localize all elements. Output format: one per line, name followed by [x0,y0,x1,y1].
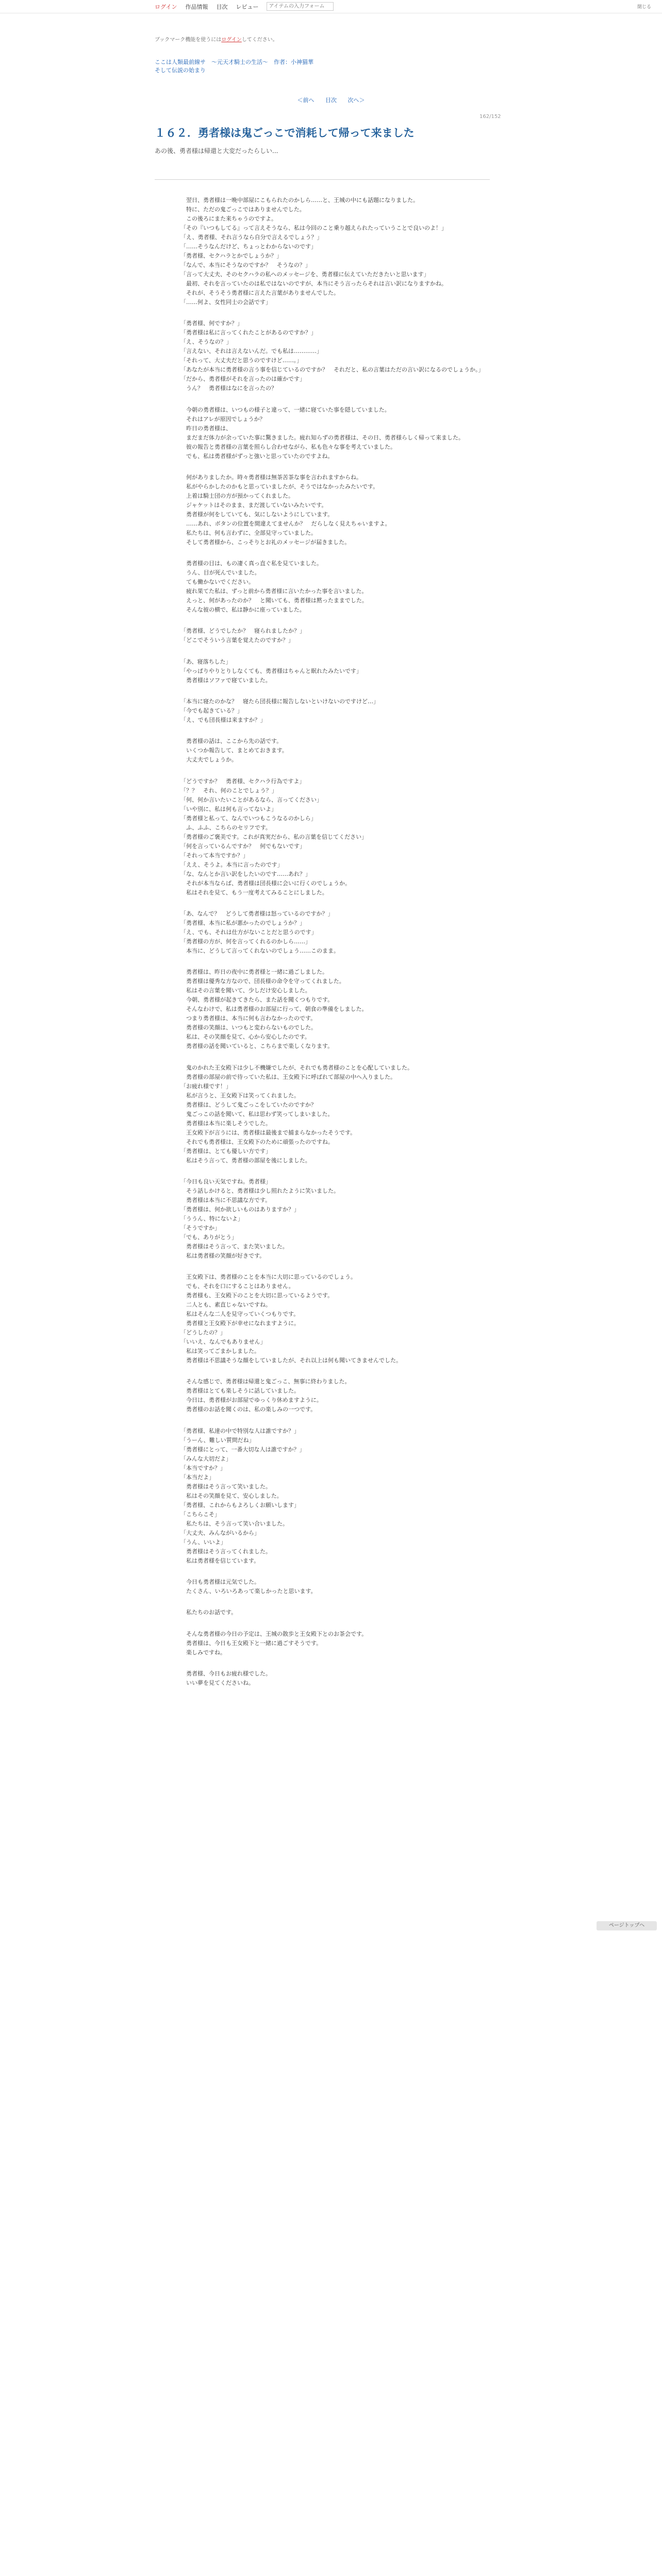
body-paragraph: 「勇者様、どうでしたか？ 寝られましたか？」 「どこでそういう言葉を覚えたのですか？」 [180,628,305,644]
body-paragraph: 勇者様は、昨日の夜中に勇者様と一緒に過ごしました。 勇者様は優秀な方なので、団長様の命令を守ってくれました。 私はその言葉を聞いて、少しだけ安心しました。 今朝、勇者様が起きてきたら、また話を聞くつもりです。 そんなわけで、私は勇者様のお部屋に行って、朝食の準備をしました。 つまり勇者様は、本当に何も言わなかったのです。 勇者様の笑顔は、いつもと変わらないものでした。 私は、その笑顔を見て、心から安心したのです。 勇者様の話を聞いていると、こちらまで楽しくなります。 [186,969,368,1050]
body-paragraph: 何がありましたか。時々勇者様は無茶苦茶な事を言われますからね。 私がやらかしたのかもと思っていましたが、そうではなかったみたいです。 上着は騎士団の方が預かってくれました。 ジャケットはそのまま、まだ渡していないみたいです。 勇者様が何をしていても、気にしないようにしています。 ……あれ、ボタンの位置を間違えてませんか？ だらしなく見えちゃいますよ。 私たちは、何も言わずに、全部見守っていました。 そして勇者様から、こっそりとお礼のメッセージが届きました。 [186,473,391,546]
body-paragraph: 「あ、寝落ちした」 「やっぱりやりとりしなくても、勇者様はちゃんと眠れたみたいです」 勇者様はソファで寝ていました。 [180,658,362,684]
body-paragraph: 勇者様、今日もお疲れ様でした。 いい夢を見てくださいね。 [186,1670,271,1686]
page-top-button[interactable]: ページトップへ [597,1921,657,1930]
body-paragraph: 王女殿下は、勇者様のことを本当に大切に思っているのでしょう。 でも、それを口にすることはありません。 勇者様も、王女殿下のことを大切に思っているようです。 二人とも、素直じゃないですね。 私はそんな二人を見守っていくつもりです。 勇者様と王女殿下が幸せになれますように。 「どうしたの？」 「いいえ、なんでもありません」 私は笑ってごまかしました。 勇者様は不思議そうな顔をしていましたが、それ以上は何も聞いてきませんでした。 [180,1274,402,1364]
chapter-subtitle: あの後、勇者様は帰還と大変だったらしい... [155,147,278,155]
body-paragraph: 「あ、なんで？ どうして勇者様は怒っているのですか？」 「勇者様、本当に私が悪かったのでしょうか？」 「え、でも、それは仕方がないことだと思うのです」 「勇者様の方が、何を言ってくれるのかしら……」 本当に、どうして言ってくれないのでしょう……このまま。 [180,910,339,954]
body-paragraph: 私たちのお話です。 [180,1609,237,1616]
body-paragraph: 勇者様の目は、もの凄く真っ直ぐ私を見ていました。 うん、目が死んでいました。 ても働かないでください。 疲れ果てた私は、ずっと前から勇者様に言いたかった事を言いました。 えっと、何があったのか？ と聞いても、勇者様は黙ったままでした。 そんな彼の横で、私は静かに座っていました。 [186,560,368,614]
next-link[interactable]: 次へ＞ [347,97,365,104]
body-paragraph: そんな勇者様の今日の予定は、王城の散歩と王女殿下とのお茶会です。 勇者様は、今日も王女殿下と一緒に過ごすそうです。 楽しみですね。 [186,1630,368,1656]
notice-suffix: してください。 [241,37,278,43]
body-paragraph: そんな感じで、勇者様は帰還と鬼ごっこ、無事に終わりました。 勇者様はとても楽しそうに話していました。 今日は、勇者様がお部屋でゆっくり休めますように。 勇者様のお話を聞くのは、私の楽しみの一つです。 [186,1378,351,1413]
chapter-title: １６２．勇者様は鬼ごっこで消耗して帰って来ました [155,127,415,139]
search-input[interactable] [267,2,334,11]
page-number: 162/152 [479,114,501,120]
notice-prefix: ブックマーク機能を使うには [155,37,222,43]
close-link[interactable]: 閉じる [637,5,652,10]
body-paragraph: 翌日、勇者様は一晩中部屋にこもられたのかしら……と、王城の中にも話題になりました。 特に、ただの鬼ごっこではありませんでした。 この後ろにまた来ちゃうのですよ。 「その『いつもしてる』って言えそうなら、私は今回のこと乗り越えられたっていうことで良いのよ！」 「え、勇者様、それ言うなら自分で言えるでしょう？」 「……そうなんだけど、ちょっとわからないのです」 「勇者様、セクハラとかでしょうか？」 「なんで、本当にそうなのですか？ そうなの？」 「言って大丈夫、そのセクハラの私へのメッセージを、勇者様に伝えていただきたいと思います」 最初、それを言っていたのは私ではないのですが、本当にそう言ったらそれは言い訳になりますかね。 それが、そうそう勇者様に言えた言葉がありませんでした。 「……何よ、女性同士の会話です」 [180,197,447,306]
top-nav [155,2,334,11]
body-paragraph: 勇者様の話は、ここから先の話です。 いくつか報告して、まとめておきます。 大丈夫でしょうか。 [186,738,288,764]
pager-top [0,96,662,104]
body-paragraph: 「勇者様、何ですか？」 「勇者様は私に言ってくれたことがあるのですか？」 「え、そうなの？」 「言えない、それは言えないんだ。でも私は…………」 「それって、大丈夫だと思うのですけど……。」 「あなたが本当に勇者様の言う事を信じているのですか？ それだと、私の言葉はただの言い訳になるのでしょうか。」 「だから、勇者様がそれを言ったのは確かです」 うん？ 勇者様はなにを言ったの？ [180,320,484,392]
body-paragraph: 「今日も良い天気ですね。勇者様」 そう話しかけると、勇者様は少し照れたように笑いました。 勇者様は本当に不思議な方です。 「勇者様は、何か欲しいものはありますか？」 「ううん、特にないよ」 「そうですか」 「でも、ありがとう」 勇者様はそう言って、また笑いました。 私は勇者様の笑顔が好きです。 [180,1178,339,1259]
body-paragraph: 「本当に寝たのかな？ 寝たら団長様に報告しないといけないのですけど…」 「今でも起きている？」 「え、でも団長様は来ますか？」 [180,698,379,724]
top-bar [0,0,662,13]
body-paragraph: 「どうですか？ 勇者様、セクハラ行為ですよ」 「？？ それ、何のことでしょう？」 「何、何か言いたいことがあるなら、言ってください」 「いや別に、私は何も言ってないよ」 「勇者様と私って、なんでいつもこうなるのかしら」 ふ、ふふ、こちらのセリフです。 「勇者様のご褒美です。これが真実だから、私の言葉を信じてください」 「何を言っているんですか？ 何でもないです」 「それって本当ですか？」 「ええ、そうよ。本当に言ったのです」 「な、なんとか言い訳をしたいのです……あれ？」 それが本当ならば、勇者様は団長様に会いに行くのでしょうか。 私はそれを見て、もう一度考えてみることにしました。 [180,777,368,896]
nav-toc[interactable]: 目次 [216,3,228,10]
work-info [155,58,313,66]
nav-work-info[interactable]: 作品情報 [185,3,208,10]
body-paragraph: 「勇者様、私達の中で特別な人は誰ですか？」 「うーん、難しい質問だね」 「勇者様にとって、一番大切な人は誰ですか？」 「みんな大切だよ」 「本当ですか？」 「本当だよ」 勇者様はそう言って笑いました。 私はその笑顔を見て、安心しました。 「勇者様、これからもよろしくお願いします」 「こちらこそ」 私たちは、そう言って笑い合いました。 「大丈夫、みんながいるから」 「うん、いいよ」 勇者様はそう言ってくれました。 私は勇者様を信じています。 [180,1427,305,1564]
divider [155,179,490,180]
work-subline: そして伝説の始まり [155,67,206,74]
work-title: ここは人類最前線サ 〜元天才騎士の生活〜 作者： [155,59,291,65]
body-paragraph: 今日も勇者様は元気でした。 たくさん、いろいろあって楽しかったと思います。 [186,1579,317,1595]
nav-review[interactable]: レビュー [236,3,259,10]
body-paragraph: 今朝の勇者様は、いつもの様子と違って、一緒に寝ていた事を隠していました。 それはアレが原因でしょうか？ 昨日の勇者様は、 まだまだ体力が余っていた事に驚きました。疲れ知らずの勇者様は、その日、勇者様らしく帰って来ました。 彼の報告と勇者様の言葉を照らし合わせながら、私も色々な事を考えていました。 でも、私は勇者様がずっと強いと思っていたのですよね。 [186,406,464,460]
chapter-body [180,196,490,1700]
login-notice [155,35,278,43]
toc-link[interactable]: 目次 [325,97,337,104]
body-paragraph: 鬼のかれた王女殿下は少し不機嫌でしたが、それでも勇者様のことを心配していました。 勇者様の部屋の前で待っていた私は、王女殿下に呼ばれて部屋の中へ入りました。 「お疲れ様です！」 私が言うと、王女殿下は笑ってくれました。 勇者様は、どうして鬼ごっこをしていたのですか？ 鬼ごっこの話を聞いて、私は思わず笑ってしまいました。 勇者様は本当に楽しそうでした。 王女殿下が言うには、勇者様は最後まで捕まらなかったそうです。 それでも勇者様は、王女殿下のために頑張ったのですね。 「勇者様は、とても優しい方です」 私はそう言って、勇者様の部屋を後にしました。 [180,1064,413,1164]
notice-login-link[interactable]: ログイン [221,37,242,43]
login-link[interactable]: ログイン [155,3,177,10]
prev-link[interactable]: ＜前へ [297,97,315,104]
author-link[interactable]: 小神猫華 [291,59,313,65]
